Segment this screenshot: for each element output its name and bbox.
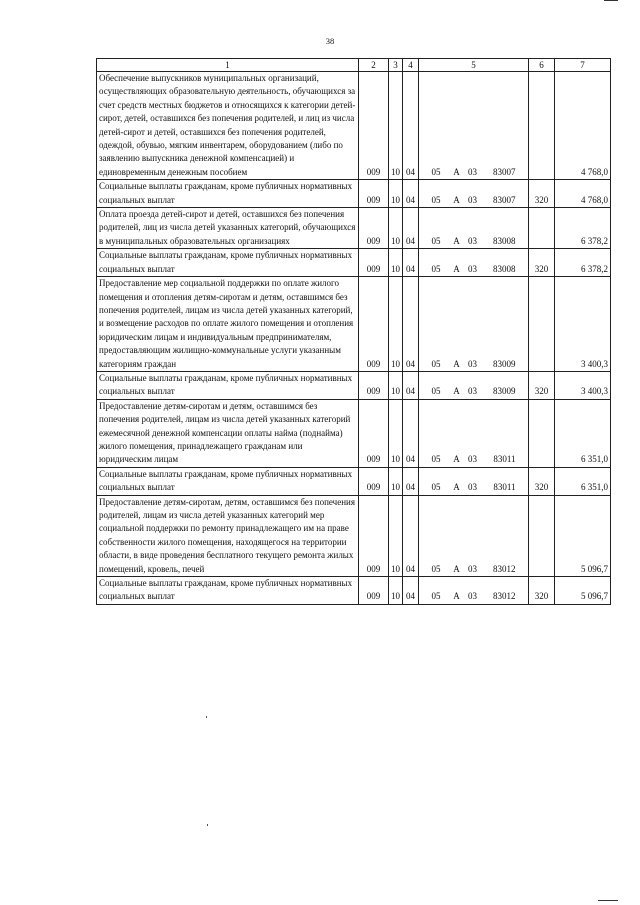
column-header: 4 — [403, 59, 419, 72]
subprogram-letter: А — [453, 591, 460, 602]
direction-code: 83008 — [493, 263, 516, 274]
column-header: 2 — [359, 59, 389, 72]
direction-code: 83009 — [493, 386, 516, 397]
direction-code: 83012 — [493, 591, 516, 602]
scan-speck — [207, 824, 208, 826]
program-code: 05 — [431, 563, 441, 574]
table-row — [97, 467, 611, 495]
direction-code: 83012 — [493, 563, 516, 574]
program-code: 05 — [431, 235, 441, 246]
event-code: 03 — [468, 563, 477, 574]
subsection-code: 04 — [403, 180, 419, 208]
program-code: 05 — [431, 386, 441, 397]
subsection-code: 04 — [403, 495, 419, 576]
page-number: 38 — [325, 36, 335, 46]
ministry-code: 009 — [359, 72, 389, 180]
program-code: 05 — [431, 482, 441, 493]
event-code: 03 — [468, 454, 477, 465]
table-row — [97, 180, 611, 208]
row-description: Социальные выплаты гражданам, кроме публичных нормативных социальных выплат — [97, 249, 359, 277]
row-description: Социальные выплаты гражданам, кроме публичных нормативных социальных выплат — [97, 180, 359, 208]
amount-value: 3 400,3 — [555, 277, 611, 372]
subsection-code: 04 — [403, 208, 419, 249]
subprogram-letter: А — [453, 194, 460, 205]
expense-type-code — [529, 495, 555, 576]
row-description: Социальные выплаты гражданам, кроме публичных нормативных социальных выплат — [97, 371, 359, 399]
row-description: Обеспечение выпускников муниципальных организаций, осуществляющих образовательную деятельность, обучающихся за счет средств местных бюджетов и относящихся к категории детей-сирот, детей, оставшихся без попечения родителей, и лиц из числа детей-сирот и детей, оставшихся без попечения родителей, одеждой, обувью, мягким инвентарем, оборудованием (либо по заявлению выпускника денежной компенсацией) и единовременным денежным пособием — [97, 72, 359, 180]
target-article-code — [419, 208, 529, 249]
direction-code: 83011 — [493, 482, 516, 493]
subsection-code: 04 — [403, 277, 419, 372]
event-code: 03 — [468, 358, 477, 369]
target-article-code — [419, 180, 529, 208]
event-code: 03 — [468, 591, 477, 602]
section-code: 10 — [389, 399, 403, 467]
ministry-code: 009 — [359, 467, 389, 495]
event-code: 03 — [468, 482, 477, 493]
section-code: 10 — [389, 72, 403, 180]
target-article-code — [419, 577, 529, 605]
section-code: 10 — [389, 180, 403, 208]
column-header: 3 — [389, 59, 403, 72]
event-code: 03 — [468, 263, 477, 274]
amount-value: 3 400,3 — [555, 371, 611, 399]
expense-type-code — [529, 399, 555, 467]
section-code: 10 — [389, 495, 403, 576]
amount-value: 6 351,0 — [555, 467, 611, 495]
expense-type-code — [529, 72, 555, 180]
row-description: Предоставление мер социальной поддержки по оплате жилого помещения и отопления детям-сиротам и детям, оставшимся без попечения родителей, лицам из числа детей указанных категорий, и возмещение расходов по оплате жилого помещения и отопления юридическим лицам и индивидуальным предпринимателям, предоставляющим жилищно-коммунальные услуги указанным категориям граждан — [97, 277, 359, 372]
table-header-row — [97, 59, 611, 72]
target-article-code — [419, 371, 529, 399]
program-code: 05 — [431, 194, 441, 205]
event-code: 03 — [468, 166, 477, 177]
ministry-code: 009 — [359, 180, 389, 208]
subprogram-letter: А — [453, 358, 460, 369]
section-code: 10 — [389, 249, 403, 277]
subsection-code: 04 — [403, 467, 419, 495]
target-article-code — [419, 495, 529, 576]
ministry-code: 009 — [359, 577, 389, 605]
target-article-code — [419, 72, 529, 180]
scan-mark-top — [604, 0, 618, 1]
column-header: 7 — [555, 59, 611, 72]
expense-type-code: 320 — [529, 467, 555, 495]
expense-type-code: 320 — [529, 249, 555, 277]
target-article-code — [419, 467, 529, 495]
column-header: 1 — [97, 59, 359, 72]
expense-type-code: 320 — [529, 371, 555, 399]
program-code: 05 — [431, 591, 441, 602]
subsection-code: 04 — [403, 72, 419, 180]
target-article-code — [419, 277, 529, 372]
subprogram-letter: А — [453, 482, 460, 493]
direction-code: 83011 — [493, 454, 516, 465]
section-code: 10 — [389, 208, 403, 249]
row-description: Социальные выплаты гражданам, кроме публичных нормативных социальных выплат — [97, 577, 359, 605]
table-row — [97, 495, 611, 576]
amount-value: 5 096,7 — [555, 577, 611, 605]
subprogram-letter: А — [453, 386, 460, 397]
scan-mark-bottom — [598, 900, 618, 901]
program-code: 05 — [431, 358, 441, 369]
row-description: Социальные выплаты гражданам, кроме публичных нормативных социальных выплат — [97, 467, 359, 495]
amount-value: 5 096,7 — [555, 495, 611, 576]
section-code: 10 — [389, 467, 403, 495]
target-article-code — [419, 249, 529, 277]
scan-speck — [206, 716, 207, 718]
table-row — [97, 577, 611, 605]
ministry-code: 009 — [359, 277, 389, 372]
row-description: Предоставление детям-сиротам, детям, оставшимся без попечения родителей, лицам из числа детей указанных категорий мер социальной поддержки по ремонту принадлежащего им на праве собственности жилого помещения, находящегося на территории области, в виде проведения бесплатного текущего ремонта жилых помещений, кровель, печей — [97, 495, 359, 576]
amount-value: 6 378,2 — [555, 249, 611, 277]
subprogram-letter: А — [453, 235, 460, 246]
amount-value: 4 768,0 — [555, 180, 611, 208]
direction-code: 83008 — [493, 235, 516, 246]
expense-type-code — [529, 277, 555, 372]
row-description: Предоставление детям-сиротам и детям, оставшимся без попечения родителей, лицам из числа детей указанных категорий ежемесячной денежной компенсации оплаты найма (поднайма) жилого помещения, принадлежащего гражданам или юридическим лицам — [97, 399, 359, 467]
program-code: 05 — [431, 263, 441, 274]
ministry-code: 009 — [359, 495, 389, 576]
expense-type-code: 320 — [529, 577, 555, 605]
expense-type-code — [529, 208, 555, 249]
event-code: 03 — [468, 194, 477, 205]
subsection-code: 04 — [403, 577, 419, 605]
table-row — [97, 371, 611, 399]
table-row — [97, 208, 611, 249]
subsection-code: 04 — [403, 399, 419, 467]
subprogram-letter: А — [453, 454, 460, 465]
amount-value: 6 351,0 — [555, 399, 611, 467]
table-row — [97, 277, 611, 372]
row-description: Оплата проезда детей-сирот и детей, оставшихся без попечения родителей, лиц из числа детей указанных категорий, обучающихся в муниципальных образовательных организациях — [97, 208, 359, 249]
program-code: 05 — [431, 454, 441, 465]
target-article-code — [419, 399, 529, 467]
ministry-code: 009 — [359, 208, 389, 249]
table-row — [97, 72, 611, 180]
program-code: 05 — [431, 166, 441, 177]
ministry-code: 009 — [359, 371, 389, 399]
section-code: 10 — [389, 577, 403, 605]
subsection-code: 04 — [403, 249, 419, 277]
budget-table — [96, 58, 611, 605]
table-row — [97, 249, 611, 277]
subprogram-letter: А — [453, 166, 460, 177]
event-code: 03 — [468, 235, 477, 246]
subsection-code: 04 — [403, 371, 419, 399]
section-code: 10 — [389, 277, 403, 372]
subprogram-letter: А — [453, 563, 460, 574]
amount-value: 4 768,0 — [555, 72, 611, 180]
ministry-code: 009 — [359, 399, 389, 467]
direction-code: 83007 — [493, 166, 516, 177]
column-header: 5 — [419, 59, 529, 72]
ministry-code: 009 — [359, 249, 389, 277]
expense-type-code: 320 — [529, 180, 555, 208]
subprogram-letter: А — [453, 263, 460, 274]
direction-code: 83009 — [493, 358, 516, 369]
amount-value: 6 378,2 — [555, 208, 611, 249]
column-header: 6 — [529, 59, 555, 72]
section-code: 10 — [389, 371, 403, 399]
table-row — [97, 399, 611, 467]
event-code: 03 — [468, 386, 477, 397]
direction-code: 83007 — [493, 194, 516, 205]
